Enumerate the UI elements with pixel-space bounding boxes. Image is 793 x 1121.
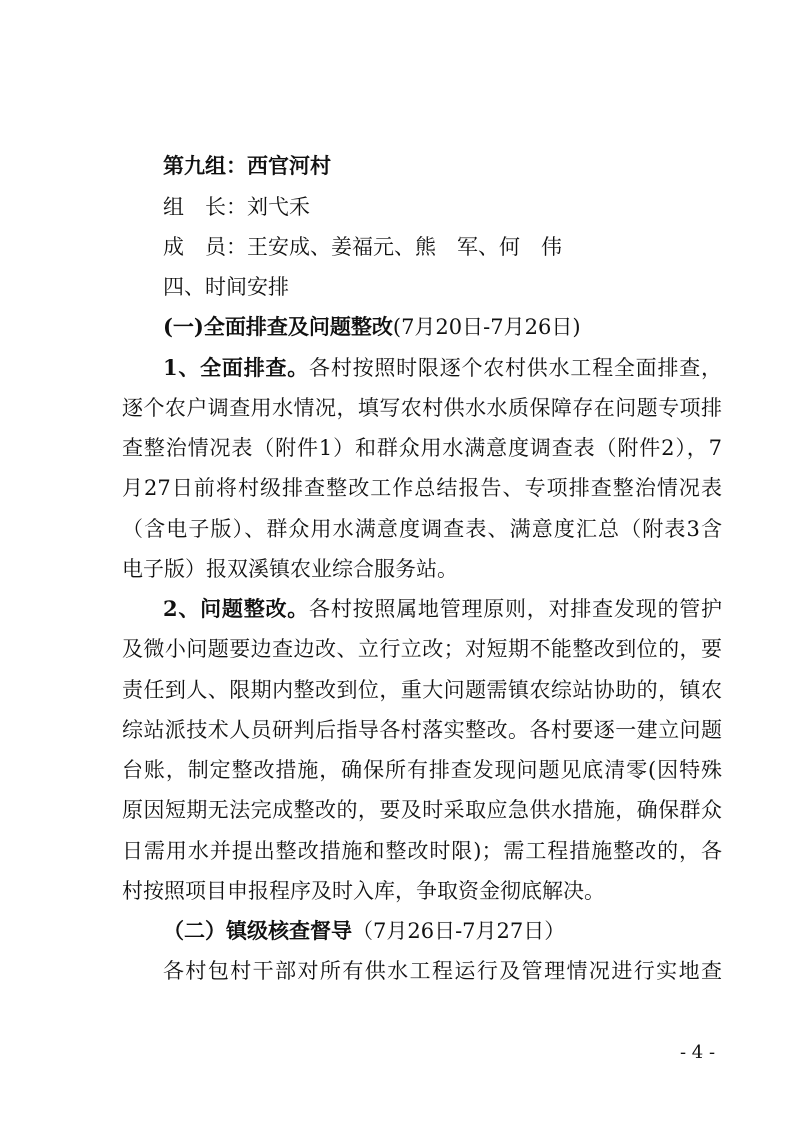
- leader-name: 刘弋禾: [247, 195, 310, 219]
- section4-heading: 四、时间安排: [163, 275, 289, 299]
- item2-line-3: 责任到人、限期内整改到位，重大问题需镇农综站协助的，镇农: [122, 678, 722, 702]
- group9-members-row: [163, 228, 763, 266]
- item2-line-7: 日需用水并提出整改措施和整改时限)；需工程措施整改的，各: [122, 839, 722, 863]
- sub2-heading-dates: （7月26日-7月27日）: [352, 919, 566, 943]
- item1-line-2: 逐个农户调查用水情况，填写农村供水水质保障存在问题专项排: [122, 396, 722, 420]
- item1-line-1: [163, 349, 722, 387]
- sub2-heading-title: （二）镇级核查督导: [163, 918, 352, 943]
- item2-line-4: 综站派技术人员研判后指导各村落实整改。各村要逐一建立问题: [122, 718, 722, 742]
- members-names: 王安成、姜福元、熊 军、何 伟: [247, 235, 562, 259]
- item2-line-1: [163, 590, 722, 628]
- group9-heading: 第九组：西官河村: [163, 153, 331, 178]
- item2-line-8: 村按照项目申报程序及时入库，争取资金彻底解决。: [122, 879, 605, 903]
- item2-title: 2、问题整改。: [163, 596, 310, 621]
- leader-label: 组 长：: [163, 195, 247, 219]
- item2-line-5: 台账，制定整改措施，确保所有排查发现问题见底清零(因特殊: [122, 758, 722, 782]
- item1-line-6: 电子版）报双溪镇农业综合服务站。: [122, 557, 458, 581]
- item1-line-3: 查整治情况表（附件1）和群众用水满意度调查表（附件2），7: [122, 436, 722, 460]
- sub1-heading-title: (一)全面排查及问题整改: [163, 314, 393, 339]
- item2-line-6: 原因短期无法完成整改的，要及时采取应急供水措施，确保群众: [122, 798, 722, 822]
- page-number: - 4 -: [680, 1042, 716, 1063]
- item1-text-1: 各村按照时限逐个农村供水工程全面排查，: [309, 356, 722, 380]
- item1-title: 1、全面排查。: [163, 355, 310, 380]
- item2-text-1: 各村按照属地管理原则，对排查发现的管护: [309, 597, 722, 621]
- sub1-heading-dates: (7月20日-7月26日): [392, 315, 581, 339]
- group9-leader-row: [163, 188, 763, 226]
- sub2-text: 各村包村干部对所有供水工程运行及管理情况进行实地查: [163, 959, 722, 983]
- item1-line-5: （含电子版）、群众用水满意度调查表、满意度汇总（附表3含: [122, 517, 722, 541]
- members-label: 成 员：: [163, 235, 247, 259]
- sub2-heading: [163, 912, 763, 950]
- item1-line-4: 月27日前将村级排查整改工作总结报告、专项排查整治情况表: [122, 476, 722, 500]
- sub1-heading: [163, 308, 763, 346]
- item2-line-2: 及微小问题要边查边改、立行立改；对短期不能整改到位的，要: [122, 637, 722, 661]
